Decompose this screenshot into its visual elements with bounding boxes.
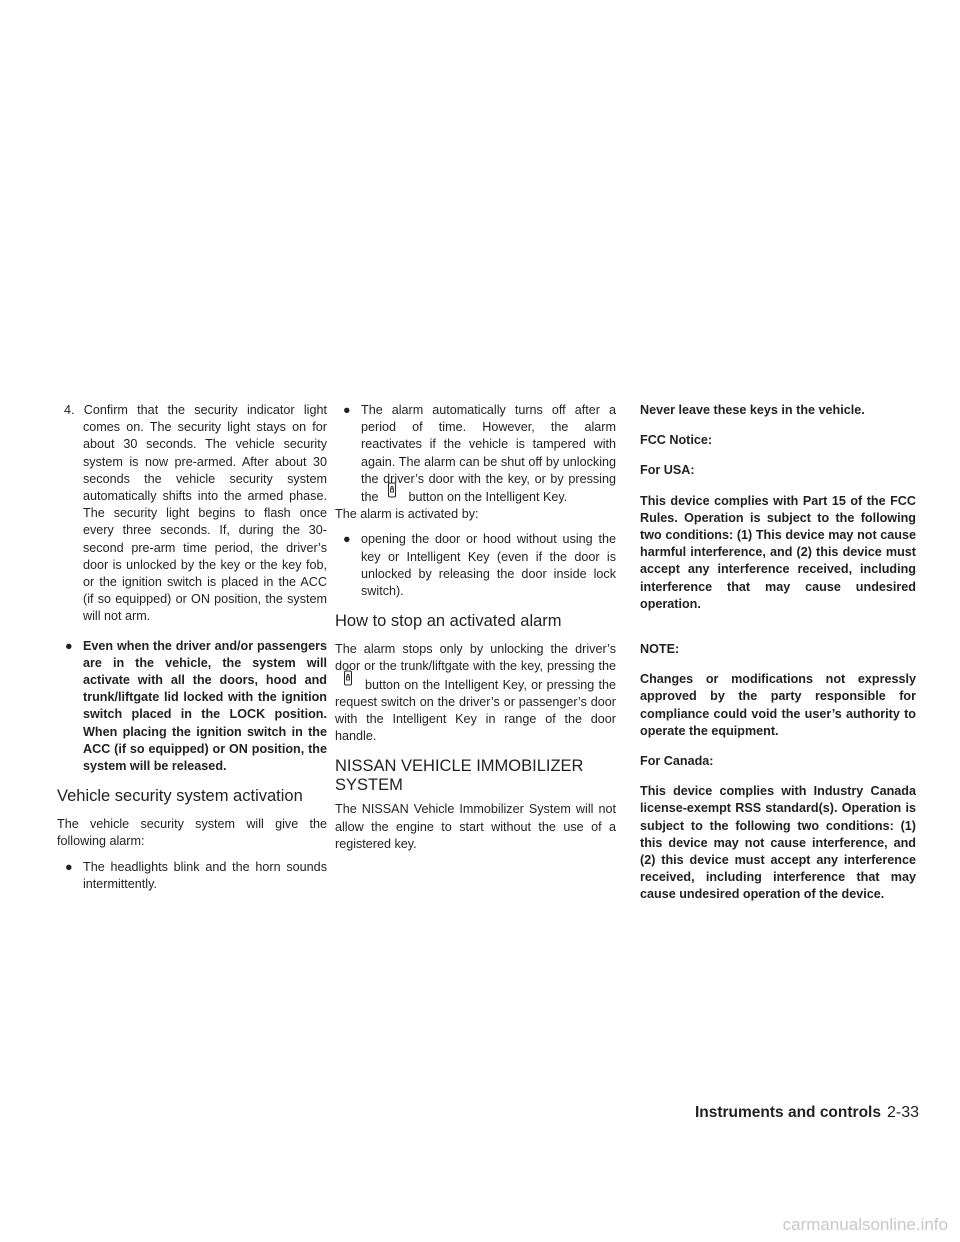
canada-compliance-text: This device complies with Industry Canada license-exempt RSS standard(s). Operation is subject to the following two conditions: (1) this device may not cause interference, and (2) this device must accept any interference received, including interference that may cause undesired operation of the device. [640, 784, 916, 902]
note-text: Changes or modifications not expressly approved by the party responsible for compliance could void the user’s authority to operate the equipment. [640, 672, 916, 738]
footer-section-title: Instruments and controls [694, 1104, 881, 1121]
heading-immobilizer [335, 757, 616, 795]
column-2 [335, 402, 616, 853]
alarm-off-bullet [335, 402, 616, 506]
bullet: ● [65, 859, 73, 874]
activation-intro: The vehicle security system will give the following alarm: [57, 817, 327, 849]
watermark: carmanualsonline.info [782, 1215, 948, 1234]
lock-key-icon [335, 676, 365, 690]
immobilizer-text: The NISSAN Vehicle Immobilizer System will not allow the engine to start without the use of a registered key. [335, 802, 616, 851]
page-footer [695, 1104, 919, 1122]
activated-by: The alarm is activated by: [335, 507, 479, 522]
opening-bullet [335, 531, 616, 600]
note-label: NOTE: [640, 642, 680, 657]
column-3 [640, 402, 916, 904]
never-leave-keys: Never leave these keys in the vehicle. [640, 403, 865, 417]
bullet: ● [343, 532, 351, 547]
column-1 [57, 402, 327, 893]
for-canada-label: For Canada: [640, 754, 714, 769]
usa-compliance-text: This device complies with Part 15 of the FCC Rules. Operation is subject to the following two conditions: (1) This device may not cause harmful interference, and (2) this device must accept any interference received, including interference that may cause undesired operation. [640, 493, 916, 611]
alarm-off-text-b: button on the Intelligent Key. [408, 490, 568, 505]
bullet: ● [65, 638, 73, 653]
headlights-bullet-text: The headlights blink and the horn sounds intermittently. [83, 859, 327, 891]
bullet: ● [343, 403, 351, 417]
heading-immobilizer-line-2: SYSTEM [335, 776, 403, 795]
for-usa-label: For USA: [640, 463, 695, 478]
lock-key-icon [379, 488, 409, 502]
alarm-off-text-a: The alarm automatically turns off after a period of time. However, the alarm reactivates if the vehicle is tampered with again. The alarm can be shut off by unlocking the driver’s door with the key, or by pressing the [361, 403, 616, 505]
headlights-bullet [57, 859, 327, 893]
stop-alarm-text [335, 641, 616, 745]
page-number: 2-33 [886, 1104, 919, 1121]
stop-text-a: The alarm stops only by unlocking the driver’s door or the trunk/liftgate with the key, pressing the [335, 642, 616, 674]
opening-bullet-text: opening the door or hood without using the key or Intelligent Key (even if the door is unlocked by releasing the door inside lock switch). [361, 532, 616, 599]
step-4-text: 4. Confirm that the security indicator light comes on. The security light stays on for about 30 seconds. The vehicle security system is now pre-armed. After about 30 seconds the vehicle security system automatically shifts into the armed phase. The security light begins to flash once every three seconds. If, during the 30-second pre-arm time period, the driver’s door is unlocked by the key or the key fob, or the ignition switch is placed in the ACC (if so equipped) or ON position, the system will not arm. [64, 403, 327, 624]
heading-security-activation: Vehicle security system activation [57, 787, 303, 806]
stop-text-b: button on the Intelligent Key, or pressing the request switch on the driver’s or passenger’s door with the Intelligent Key in range of the door handle. [335, 677, 616, 744]
heading-stop-alarm: How to stop an activated alarm [335, 612, 562, 631]
warning-bullet-text: Even when the driver and/or passengers are in the vehicle, the system will activate with all the doors, hood and trunk/liftgate lid locked with the ignition switch placed in the LOCK position. When placing the ignition switch in the ACC (if so equipped) or ON position, the system will be released. [83, 638, 327, 774]
fcc-notice-label: FCC Notice: [640, 433, 713, 448]
warning-bullet [57, 638, 327, 776]
heading-immobilizer-line-1: NISSAN VEHICLE IMMOBILIZER [335, 757, 584, 776]
